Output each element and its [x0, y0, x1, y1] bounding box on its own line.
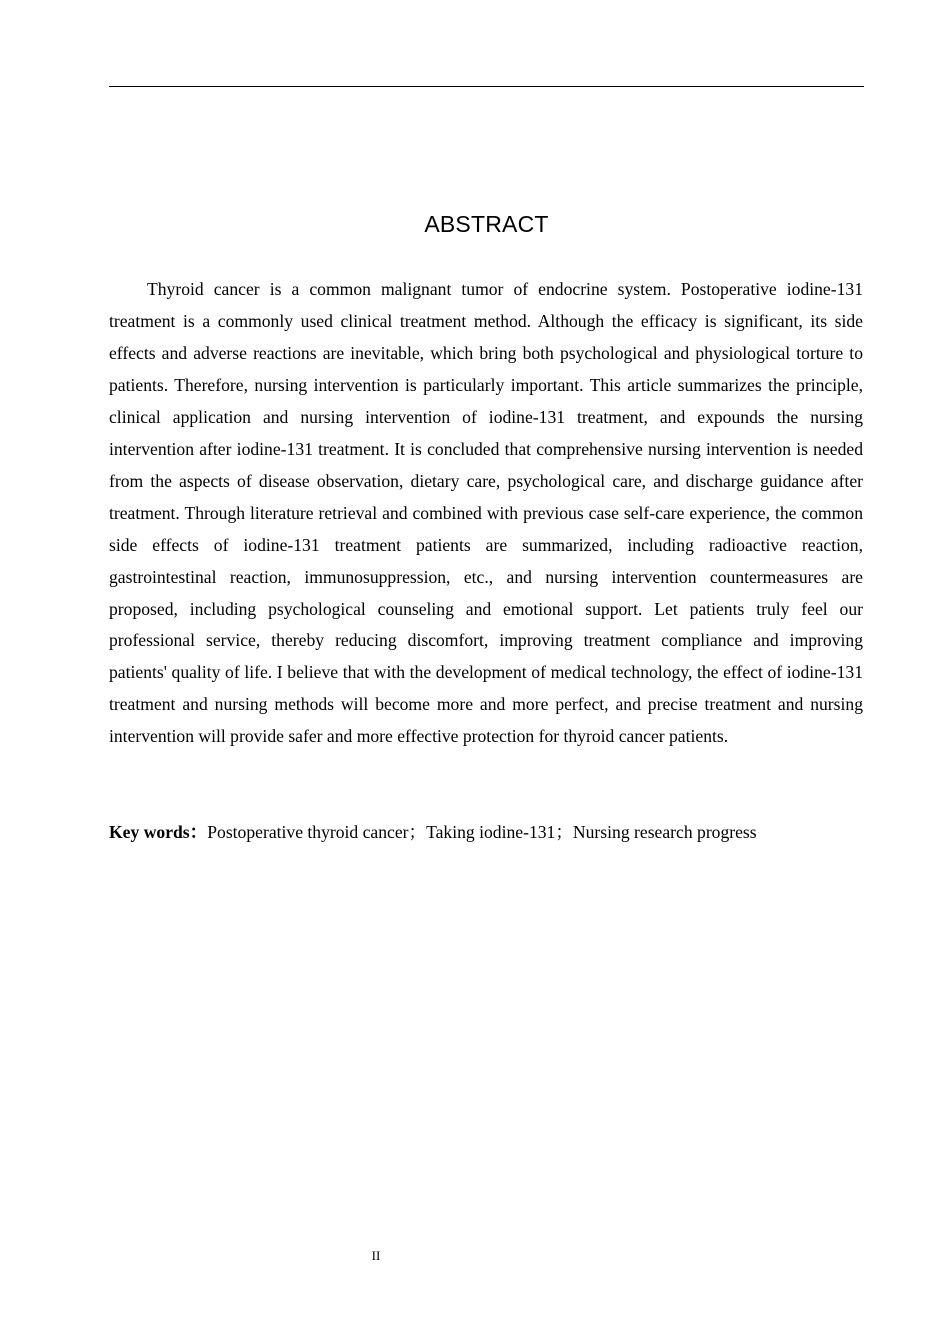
keywords-text: Postoperative thyroid cancer；Taking iodine-131；Nursing research progress: [207, 822, 757, 842]
keywords-line: [109, 817, 869, 847]
abstract-title: ABSTRACT: [424, 211, 549, 237]
page-number: II: [371, 1248, 381, 1263]
keywords-label: Key words：: [109, 822, 208, 842]
header-rule: [109, 86, 864, 87]
abstract-paragraph: Thyroid cancer is a common malignant tumor of endocrine system. Postoperative iodine-131 treatment is a commonly used clinical treatment method. Although the efficacy is significant, its side effects and adverse reactions are inevitable, which bring both psychological and physiological torture to patients. Therefore, nursing intervention is particularly important. This article summarizes the principle, clinical application and nursing intervention of iodine-131 treatment, and expounds the nursing intervention after iodine-131 treatment. It is concluded that comprehensive nursing intervention is needed from the aspects of disease observation, dietary care, psychological care, and discharge guidance after treatment. Through literature retrieval and combined with previous case self-care experience, the common side effects of iodine-131 treatment patients are summarized, including radioactive reaction, gastrointestinal reaction, immunosuppression, etc., and nursing intervention countermeasures are proposed, including psychological counseling and emotional support. Let patients truly feel our professional service, thereby reducing discomfort, improving treatment compliance and improving patients' quality of life. I believe that with the development of medical technology, the effect of iodine-131 treatment and nursing methods will become more and more perfect, and precise treatment and nursing intervention will provide safer and more effective protection for thyroid cancer patients.: [109, 279, 863, 747]
